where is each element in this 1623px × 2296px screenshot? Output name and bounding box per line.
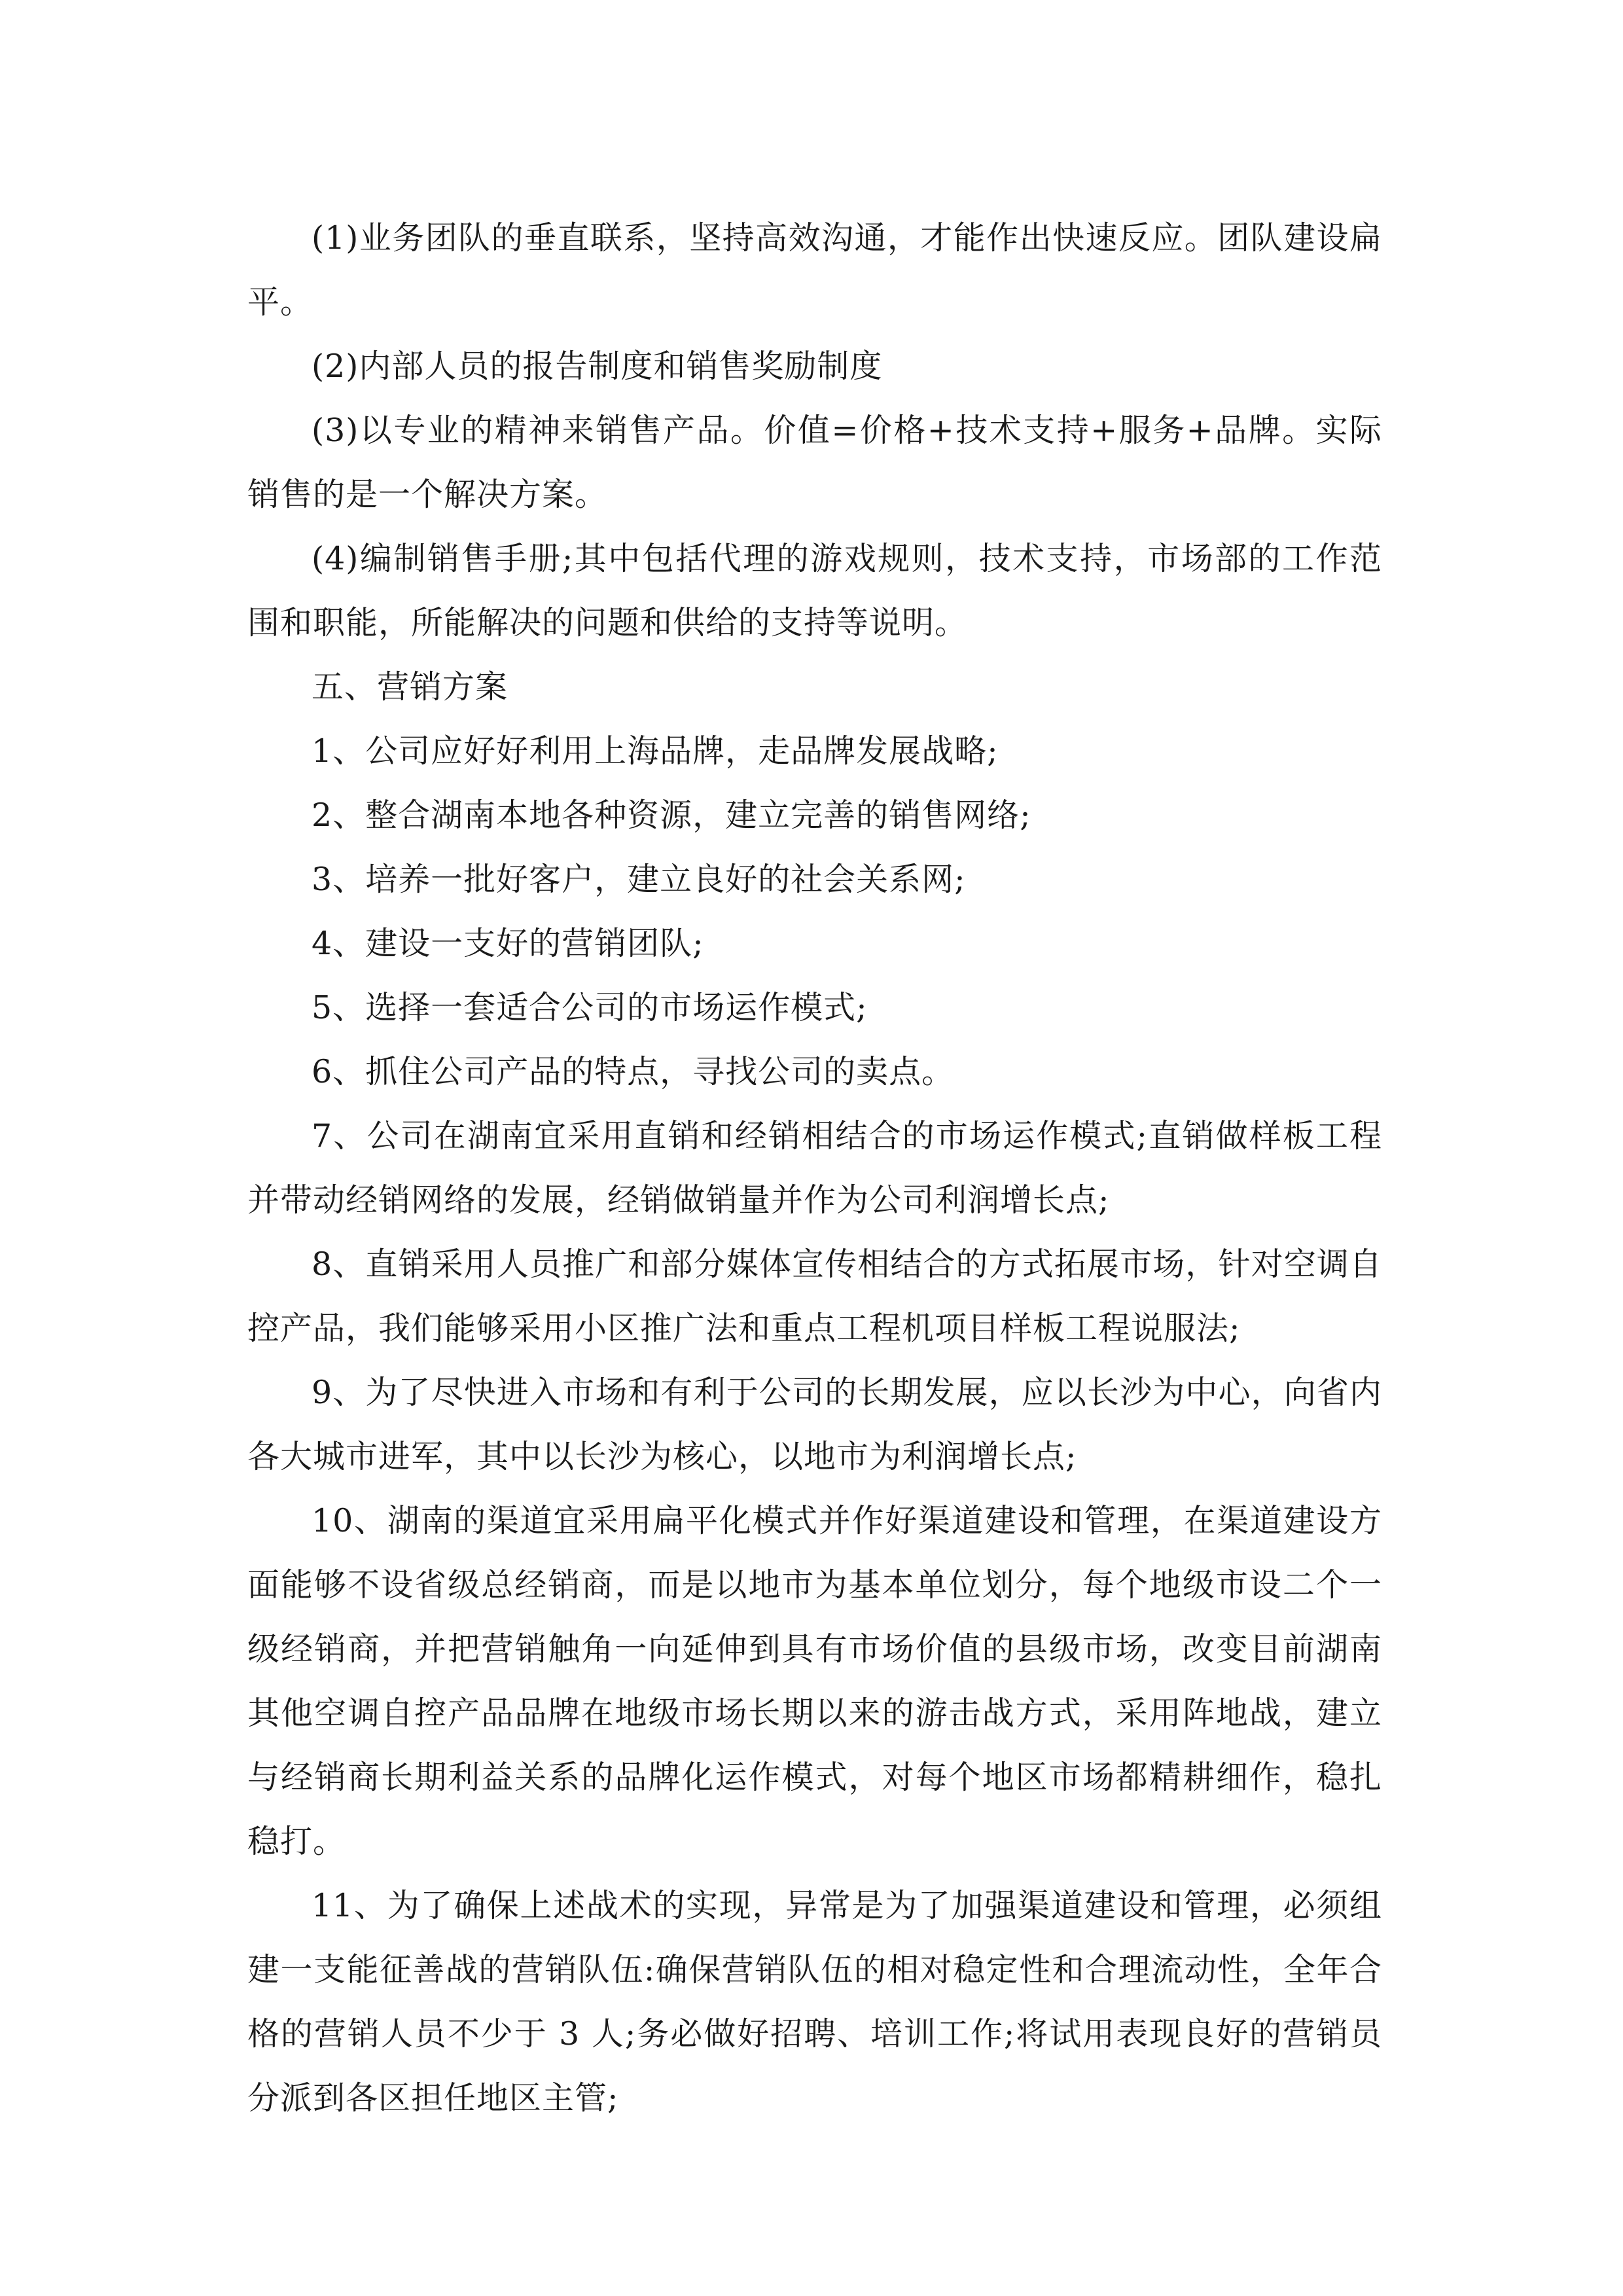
paragraph-report-system: (2)内部人员的报告制度和销售奖励制度 bbox=[312, 348, 883, 385]
list-item: 4、建设一支好的营销团队; bbox=[312, 925, 704, 962]
list-item: 10、湖南的渠道宜采用扁平化模式并作好渠道建设和管理，在渠道建设方面能够不设省级总经销商，而是以地市为基本单位划分，每个地级市设二个一级经销商，并把营销触角一向延伸到具有市场价值的县级市场，改变目前湖南其他空调自控产品品牌在地级市场长期以来的游击战方式，采用阵地战，建立与经销商长期利益关系的品牌化运作模式，对每个地区市场都精耕细作，稳扎稳打。 bbox=[247, 1502, 1382, 1860]
section-heading-marketing-plan: 五、营销方案 bbox=[312, 668, 508, 706]
paragraph-team-vertical: (1)业务团队的垂直联系，坚持高效沟通，才能作出快速反应。团队建设扁平。 bbox=[247, 219, 1382, 321]
paragraph-professional-sales: (3)以专业的精神来销售产品。价值=价格+技术支持+服务+品牌。实际销售的是一个解决方案。 bbox=[247, 412, 1382, 513]
list-item: 5、选择一套适合公司的市场运作模式; bbox=[312, 989, 868, 1026]
list-item: 2、整合湖南本地各种资源，建立完善的销售网络; bbox=[312, 797, 1031, 834]
list-item: 11、为了确保上述战术的实现，异常是为了加强渠道建设和管理，必须组建一支能征善战的营销队伍:确保营销队伍的相对稳定性和合理流动性，全年合格的营销人员不少于 3 人;务必做好招聘、培训工作;将试用表现良好的营销员分派到各区担任地区主管; bbox=[247, 1887, 1382, 2117]
list-item: 7、公司在湖南宜采用直销和经销相结合的市场运作模式;直销做样板工程并带动经销网络的发展，经销做销量并作为公司利润增长点; bbox=[247, 1117, 1382, 1219]
list-item: 8、直销采用人员推广和部分媒体宣传相结合的方式拓展市场，针对空调自控产品，我们能够采用小区推广法和重点工程机项目样板工程说服法; bbox=[247, 1246, 1382, 1347]
paragraph-sales-manual: (4)编制销售手册;其中包括代理的游戏规则，技术支持，市场部的工作范围和职能，所能解决的问题和供给的支持等说明。 bbox=[247, 540, 1382, 641]
list-item: 6、抓住公司产品的特点，寻找公司的卖点。 bbox=[312, 1053, 955, 1090]
document-body bbox=[247, 206, 1382, 2130]
list-item: 1、公司应好好利用上海品牌，走品牌发展战略; bbox=[312, 732, 999, 770]
list-item: 3、培养一批好客户，建立良好的社会关系网; bbox=[312, 861, 966, 898]
list-item: 9、为了尽快进入市场和有利于公司的长期发展，应以长沙为中心，向省内各大城市进军，其中以长沙为核心，以地市为利润增长点; bbox=[247, 1374, 1382, 1475]
